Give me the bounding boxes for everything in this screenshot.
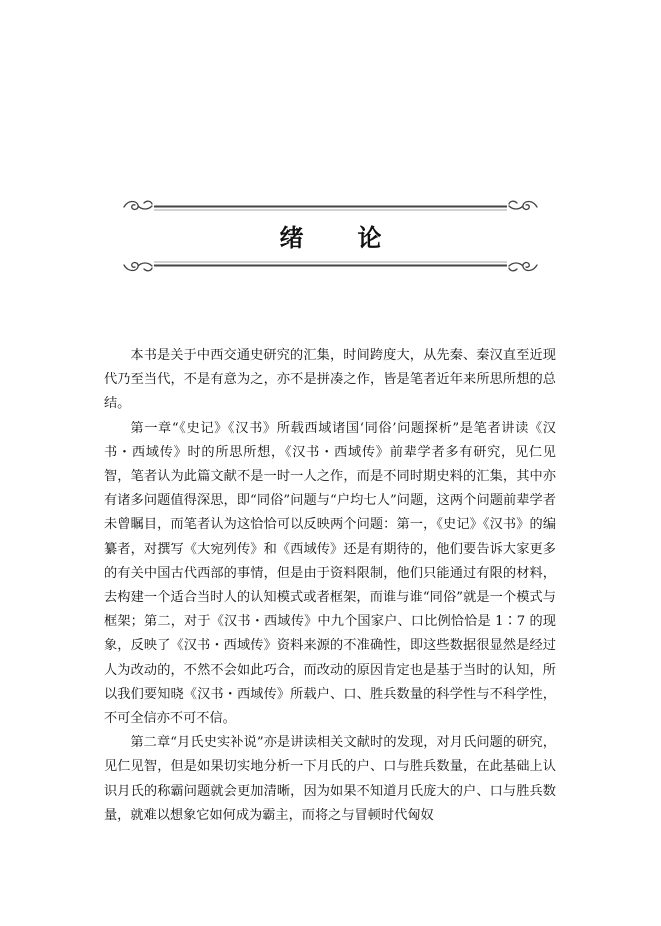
chapter-title: [122, 222, 539, 254]
chapter-title-char-1: 绪: [279, 224, 304, 252]
top-ornament-divider: [122, 198, 539, 214]
paragraph-1: 本书是关于中西交通史研究的汇集，时间跨度大，从先秦、秦汉直至近现代乃至当代，不是有意为之，亦不是拼凑之作，皆是笔者近年来所思所想的总结。: [104, 348, 556, 412]
paragraph-2: 第一章“《史记》《汉书》所载西域诸国‘同俗’问题探析”是笔者讲读《汉书・西域传》时的所思所想，《汉书・西域传》前辈学者多有研究，见仁见智，笔者认为此篇文献不是一时一人之作，而是不同时期史料的汇集，其中亦有诸多问题值得深思，即“同俗”问题与“户均七人”问题，这两个问题前辈学者未曾瞩目，而笔者认为这恰恰可以反映两个问题：第一，《史记》《汉书》的编纂者，对撰写《大宛列传》和《西域传》还是有期待的，他们要告诉大家更多的有关中国古代西部的事情，但是由于资料限制，他们只能通过有限的材料，去构建一个适合当时人的认知模式或者框架，而谁与谁“同俗”就是一个模式与框架；第二，对于《汉书・西域传》中九个国家户、口比例恰恰是 1∶7 的现象，反映了《汉书・西域传》资料来源的不准确性，即这些数据很显然是经过人为改动的，不然不会如此巧合，而改动的原因肯定也是基于当时的认知，所以我们要知晓《汉书・西域传》所载户、口、胜兵数量的科学性与不科学性，不可全信亦不可不信。: [104, 420, 556, 727]
chapter-title-char-2: 论: [357, 224, 382, 252]
bottom-ornament-divider: [122, 258, 539, 274]
body-text: [104, 344, 556, 828]
paragraph-3: 第二章“月氏史实补说”亦是讲读相关文献时的发现，对月氏问题的研究，见仁见智，但是如果切实地分析一下月氏的户、口与胜兵数量，在此基础上认识月氏的称霸问题就会更加清晰，因为如果不知道月氏庞大的户、口与胜兵数量，就难以想象它如何成为霸主，而将之与冒顿时代匈奴: [104, 735, 556, 823]
